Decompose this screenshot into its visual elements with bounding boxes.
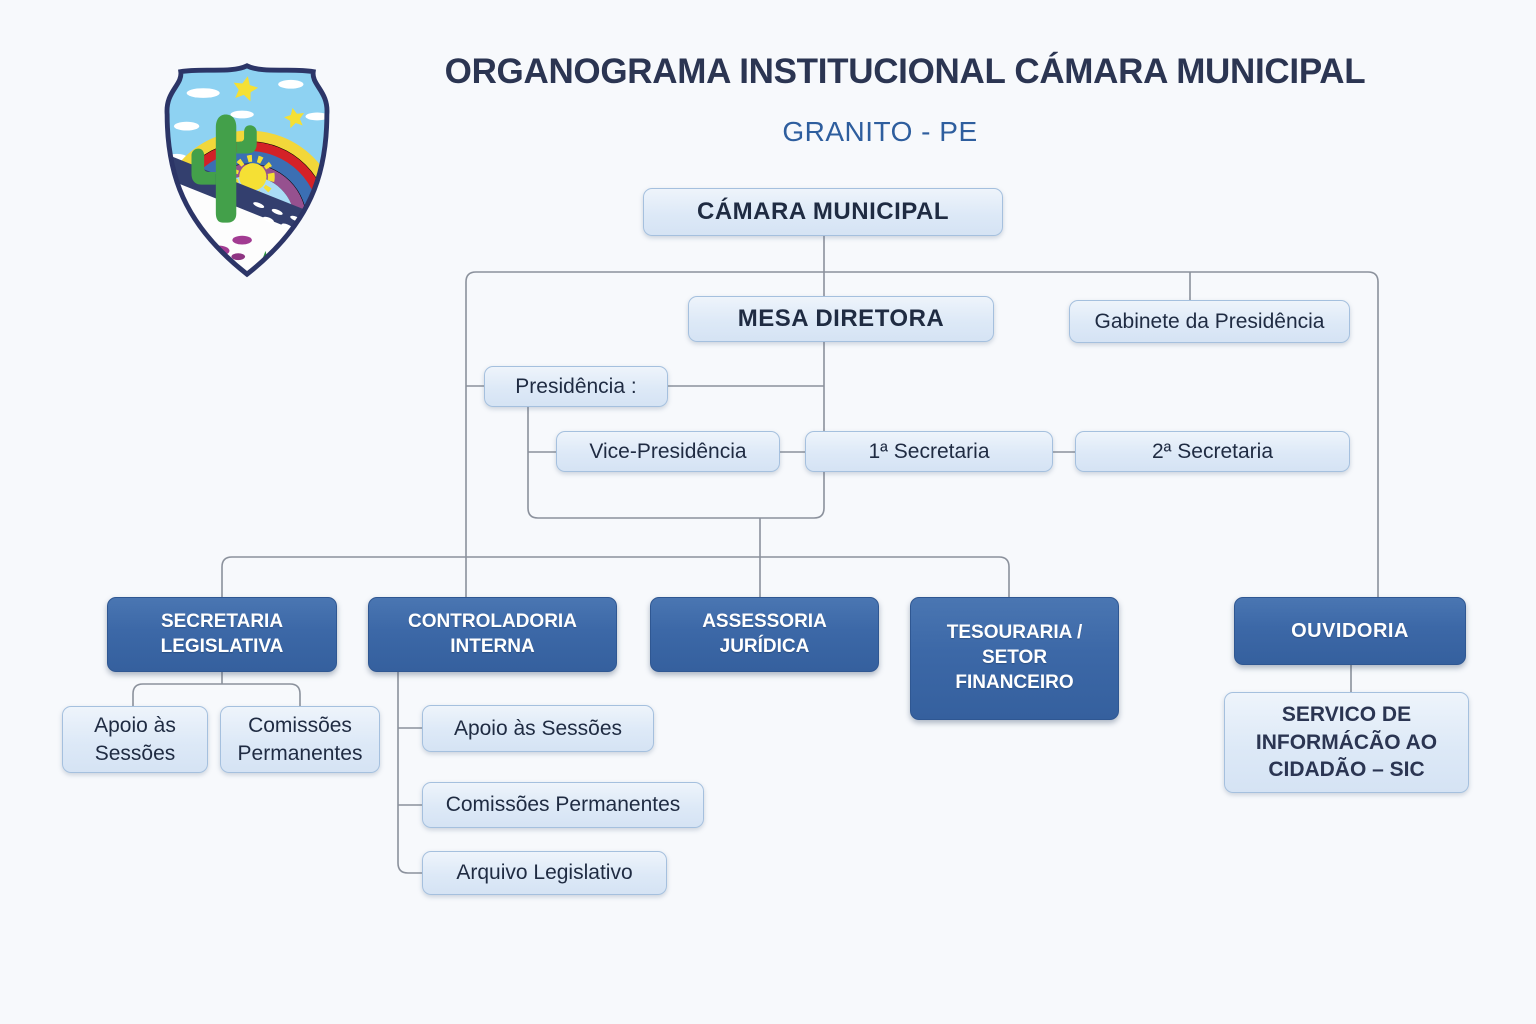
node-primeira-secretaria: 1ª Secretaria [805, 431, 1053, 472]
node-mesa-diretora: MESA DIRETORA [688, 296, 994, 342]
node-apoio-sessoes-controladoria: Apoio às Sessões [422, 705, 654, 752]
node-servico-informacao-cidadao-sic: SERVICO DE INFORMÁCÃO AO CIDADÃO – SIC [1224, 692, 1469, 793]
node-controladoria-interna: CONTROLADORIA INTERNA [368, 597, 617, 672]
node-assessoria-juridica: ASSESSORIA JURÍDICA [650, 597, 879, 672]
node-camara-municipal: CÁMARA MUNICIPAL [643, 188, 1003, 236]
page-subtitle: GRANITO - PE [782, 116, 978, 147]
node-comissoes-permanentes-controladoria: Comissões Permanentes [422, 782, 704, 828]
node-segunda-secretaria: 2ª Secretaria [1075, 431, 1350, 472]
node-secretaria-legislativa: SECRETARIA LEGISLATIVA [107, 597, 337, 672]
node-apoio-sessoes-secretaria: Apoio às Sessões [62, 706, 208, 773]
node-gabinete-presidencia: Gabinete da Presidência [1069, 300, 1350, 343]
node-presidencia: Presidência : [484, 366, 668, 407]
node-ouvidoria: OUVIDORIA [1234, 597, 1466, 665]
node-tesouraria-setor-financeiro: TESOURARIA / SETOR FINANCEIRO [910, 597, 1119, 720]
page-title: ORGANOGRAMA INSTITUCIONAL CÁMARA MUNICIPAL [444, 52, 1366, 91]
node-comissoes-permanentes-secretaria: Comissões Permanentes [220, 706, 380, 773]
node-arquivo-legislativo: Arquivo Legislativo [422, 851, 667, 895]
node-vice-presidencia: Vice-Presidência [556, 431, 780, 472]
